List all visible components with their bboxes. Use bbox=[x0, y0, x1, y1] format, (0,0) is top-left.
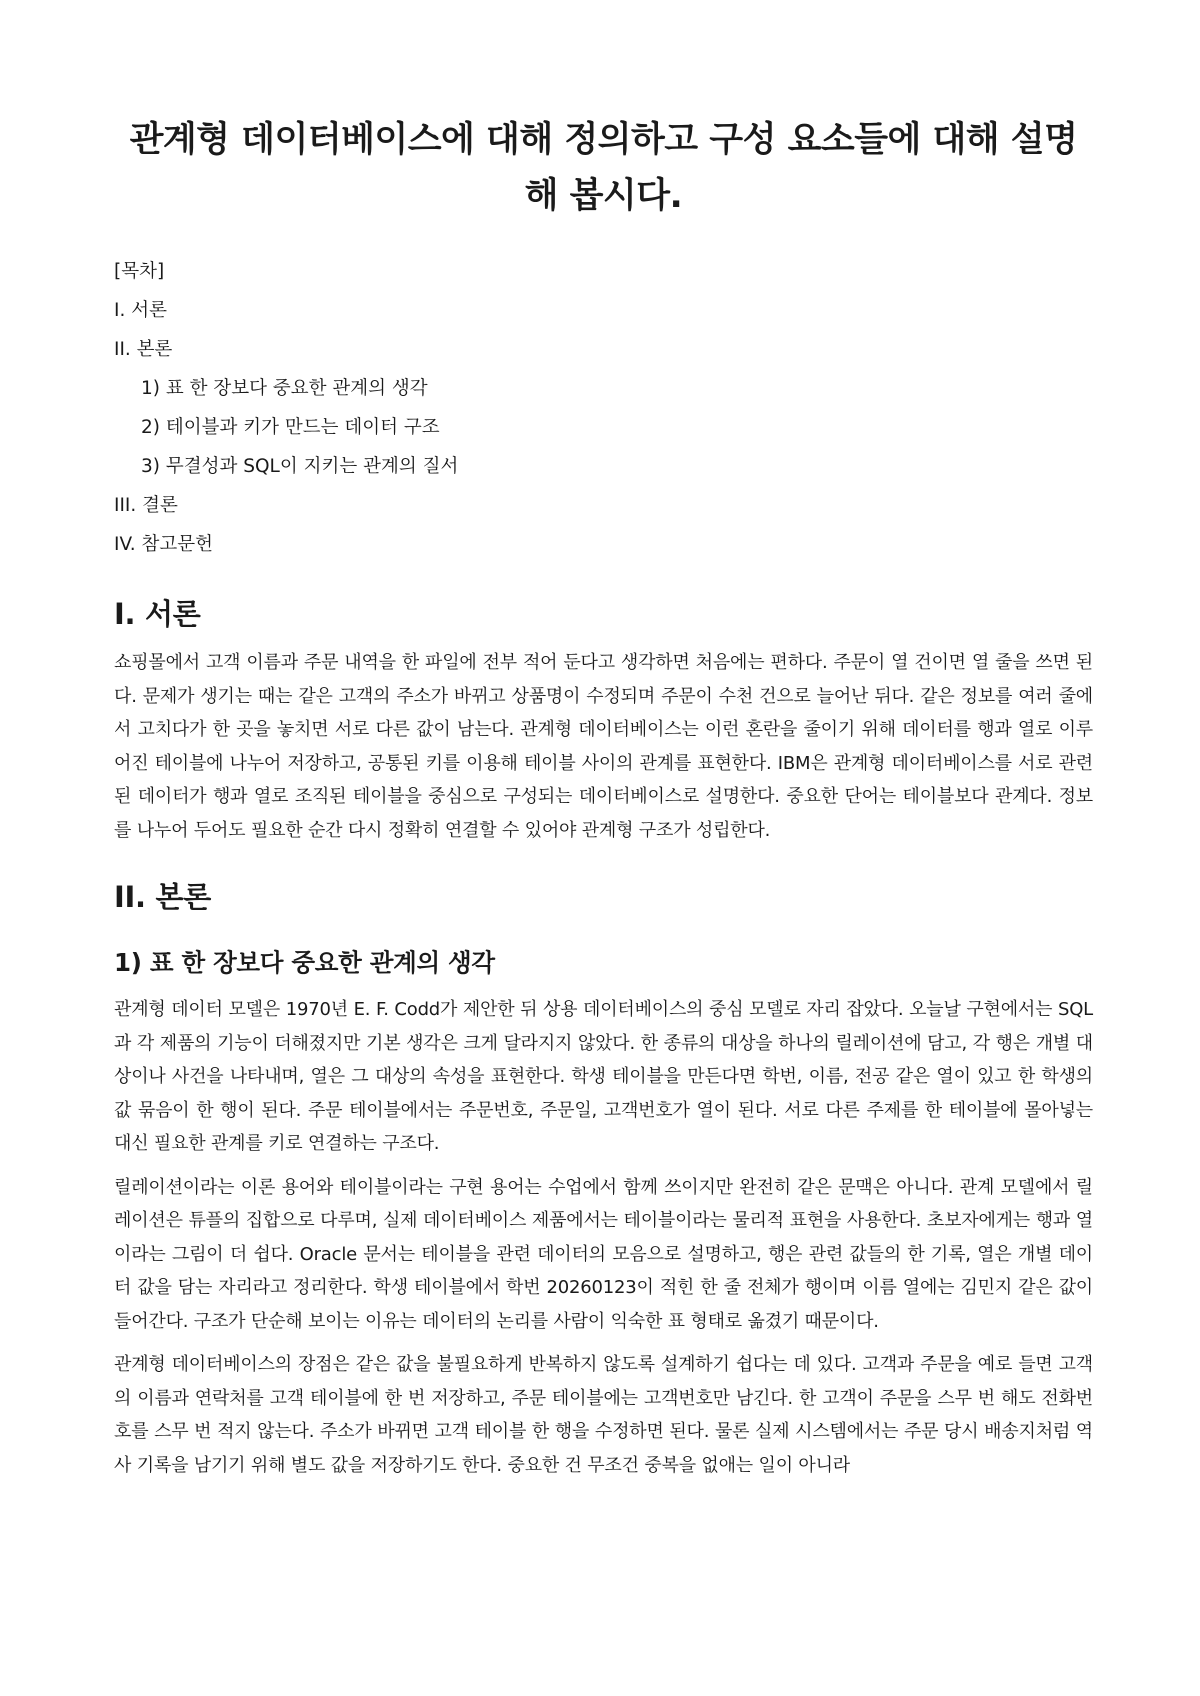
toc-item-intro: I. 서론 bbox=[114, 300, 167, 321]
toc-item-body-2: 2) 테이블과 키가 만드는 데이터 구조 bbox=[141, 417, 440, 438]
section-heading-intro: I. 서론 bbox=[114, 597, 201, 631]
table-of-contents bbox=[114, 252, 1093, 564]
subsection-heading-1: 1) 표 한 장보다 중요한 관계의 생각 bbox=[114, 948, 495, 977]
toc-item-references: IV. 참고문헌 bbox=[114, 534, 213, 555]
body-paragraph-2: 릴레이션이라는 이론 용어와 테이블이라는 구현 용어는 수업에서 함께 쓰이지만 완전히 같은 문맥은 아니다. 관계 모델에서 릴레이션은 튜플의 집합으로 다루며, 실제 데이터베이스 제품에서는 테이블이라는 물리적 표현을 사용한다. 초보자에게는 행과 열이라는 그림이 더 쉽다. Oracle 문서는 테이블을 관련 데이터의 모음으로 설명하고, 행은 관련 값들의 한 기록, 열은 개별 데이터 값을 담는 자리라고 정리한다. 학생 테이블에서 학번 20260123이 적힌 한 줄 전체가 행이며 이름 열에는 김민지 같은 값이 들어간다. 구조가 단순해 보이는 이유는 데이터의 논리를 사람이 익숙한 표 형태로 옮겼기 때문이다. bbox=[114, 1176, 1093, 1332]
toc-item-body: II. 본론 bbox=[114, 339, 173, 360]
body-paragraph-1: 관계형 데이터 모델은 1970년 E. F. Codd가 제안한 뒤 상용 데이터베이스의 중심 모델로 자리 잡았다. 오늘날 구현에서는 SQL과 각 제품의 기능이 더해졌지만 기본 생각은 크게 달라지지 않았다. 한 종류의 대상을 하나의 릴레이션에 담고, 각 행은 개별 대상이나 사건을 나타내며, 열은 그 대상의 속성을 표현한다. 학생 테이블을 만든다면 학번, 이름, 전공 같은 열이 있고 한 학생의 값 묶음이 한 행이 된다. 주문 테이블에서는 주문번호, 주문일, 고객번호가 열이 된다. 서로 다른 주제를 한 테이블에 몰아넣는 대신 필요한 관계를 키로 연결하는 구조다. bbox=[114, 999, 1093, 1154]
body-paragraph-3: 관계형 데이터베이스의 장점은 같은 값을 불필요하게 반복하지 않도록 설계하기 쉽다는 데 있다. 고객과 주문을 예로 들면 고객의 이름과 연락처를 고객 테이블에 한 번 저장하고, 주문 테이블에는 고객번호만 남긴다. 한 고객이 주문을 스무 번 해도 전화번호를 스무 번 적지 않는다. 주소가 바뀌면 고객 테이블 한 행을 수정하면 된다. 물론 실제 시스템에서는 주문 당시 배송지처럼 역사 기록을 남기기 위해 별도 값을 저장하기도 한다. 중요한 건 무조건 중복을 없애는 일이 아니라 bbox=[114, 1354, 1093, 1476]
intro-paragraph: 쇼핑몰에서 고객 이름과 주문 내역을 한 파일에 전부 적어 둔다고 생각하면 처음에는 편하다. 주문이 열 건이면 열 줄을 쓰면 된다. 문제가 생기는 때는 같은 고객의 주소가 바뀌고 상품명이 수정되며 주문이 수천 건으로 늘어난 뒤다. 같은 정보를 여러 줄에서 고치다가 한 곳을 놓치면 서로 다른 값이 남는다. 관계형 데이터베이스는 이런 혼란을 줄이기 위해 데이터를 행과 열로 이루어진 테이블에 나누어 저장하고, 공통된 키를 이용해 테이블 사이의 관계를 표현한다. IBM은 관계형 데이터베이스를 서로 관련된 데이터가 행과 열로 조직된 테이블을 중심으로 구성되는 데이터베이스로 설명한다. 중요한 단어는 테이블보다 관계다. 정보를 나누어 두어도 필요한 순간 다시 정확히 연결할 수 있어야 관계형 구조가 성립한다. bbox=[114, 652, 1093, 841]
toc-item-body-3: 3) 무결성과 SQL이 지키는 관계의 질서 bbox=[141, 456, 459, 477]
toc-heading: [목차] bbox=[114, 261, 165, 282]
toc-item-conclusion: III. 결론 bbox=[114, 495, 178, 516]
section-heading-body: II. 본론 bbox=[114, 880, 211, 914]
toc-item-body-1: 1) 표 한 장보다 중요한 관계의 생각 bbox=[141, 378, 428, 399]
toc-list bbox=[114, 252, 1093, 564]
page-title: 관계형 데이터베이스에 대해 정의하고 구성 요소들에 대해 설명해 봅시다. bbox=[129, 120, 1078, 216]
